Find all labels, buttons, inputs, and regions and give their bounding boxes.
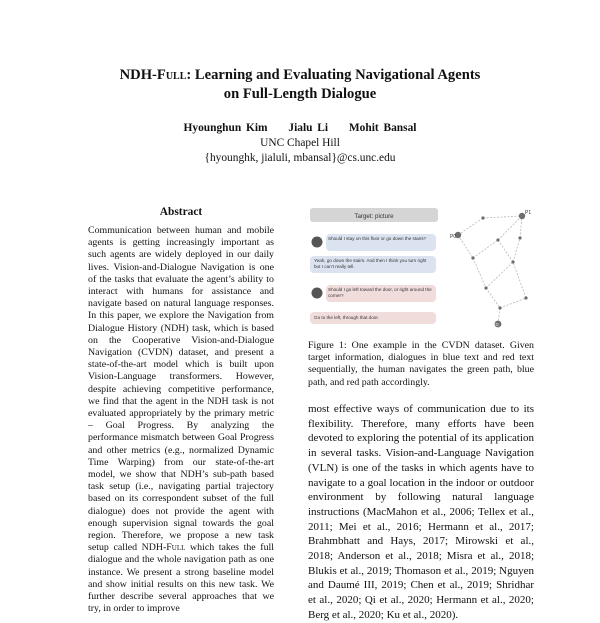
abstract-text-sc: Full [166,542,186,554]
abstract-text-1: Communication between human and mobile agents is getting increasingly important as such agents are widely deployed in our daily lives. Vision-and-Dialogue Navigation is one of the tasks that evaluate the agent’s ability to interact with humans for assistance and navigate based on natural language responses. In this paper, we explore the Navigation from Dialogue History (NDH) task, which is based on the Cooperative Vision-and-Dialogue Navigation (CVDN) dataset, and present a state-of-the-art model which is built upon Vision-Language transformers. However, despite achieving competitive performance, we find that the agent in the NDH task is not evaluated appropriately by the primary metric – Goal Progress. By analyzing the performance mismatch between Goal Progress and other metrics (e.g., normalized Dynamic Time Warping) from our state-of-the-art model, we show that NDH’s sub-path based task setup (i.e., navigating partial trajectory based on its correspondent subset of the full dialogue) does not provide the agent with enough supervision signal towards the goal region. Therefore, we propose a new task setup called NDH- [88,225,274,554]
author-emails: {hyounghk, jialuli, mbansal}@cs.unc.edu [204,152,396,164]
abstract-heading: Abstract [159,206,203,218]
abstract-body [88,225,274,615]
title-acronym: NDH- [119,67,157,83]
abstract-text-2: which takes the full dialogue and the whole navigation path as one instance. We present a strong baseline model and show initial results on this new task. We further describe several approaches that we try, in order to improve [88,542,274,615]
affiliation: UNC Chapel Hill [260,137,340,149]
author-name: Mohit Bansal [348,122,417,134]
author-name: Hyounghun Kim [183,122,268,134]
author-name: Jialu Li [288,122,329,134]
dialogue-text: Go to the left, through that door. [314,315,379,320]
node-label: P0 [450,234,457,240]
navigation-graph [458,216,526,324]
figure-caption: Figure 1: One example in the CVDN dataset. Given target information, dialogues in blue text and red text sequentially, the human navigates the green path, blue path, and red path accordingly. [308,340,534,388]
title-acronym-sc: Full [156,67,187,83]
target-label: Target: picture [354,213,394,220]
avatar-icon [312,288,323,299]
dialogue-text: Yeah, go down the stairs. And then I think you turn right but I can’t really tell. [314,258,427,269]
title-line-2: on Full-Length Dialogue [223,86,377,102]
avatar-icon [312,237,323,248]
title-line-1 [40,66,560,85]
title-rest: : Learning and Evaluating Navigational Agents [186,67,481,83]
intro-paragraph: most effective ways of communication due to its flexibility. Therefore, many efforts have been devoted to exploring the potential of its application in several tasks. Vision-and-Language Navigation (VLN) is one of the tasks in which agents have to navigate to a goal location in the indoor or outdoor environment by following natural language instructions (MacMahon et al., 2006; Tellex et al., 2011; Mei et al., 2016; Hermann et al., 2017; Brahmbhatt and Hays, 2017; Mirowski et al., 2018; Anderson et al., 2018; Misra et al., 2018; Blukis et al., 2019; Thomason et al., 2019; Nguyen and Daumé III, 2019; Chen et al., 2019; Shridhar et al., 2020; Qi et al., 2020; Hermann et al., 2020; Berg et al., 2020; Ku et al., 2020). [308,403,534,621]
graph-nodes [455,213,528,328]
figure-1 [308,200,534,330]
author-list [40,121,560,136]
node-label: G [495,322,499,327]
node-label: P1 [525,210,532,216]
paper-title [40,66,560,104]
dialogue-text: Should I go left toward the door, or right around the corner? [328,287,432,298]
dialogue-text: Should I stay on this floor or go down the stairs? [328,236,427,241]
